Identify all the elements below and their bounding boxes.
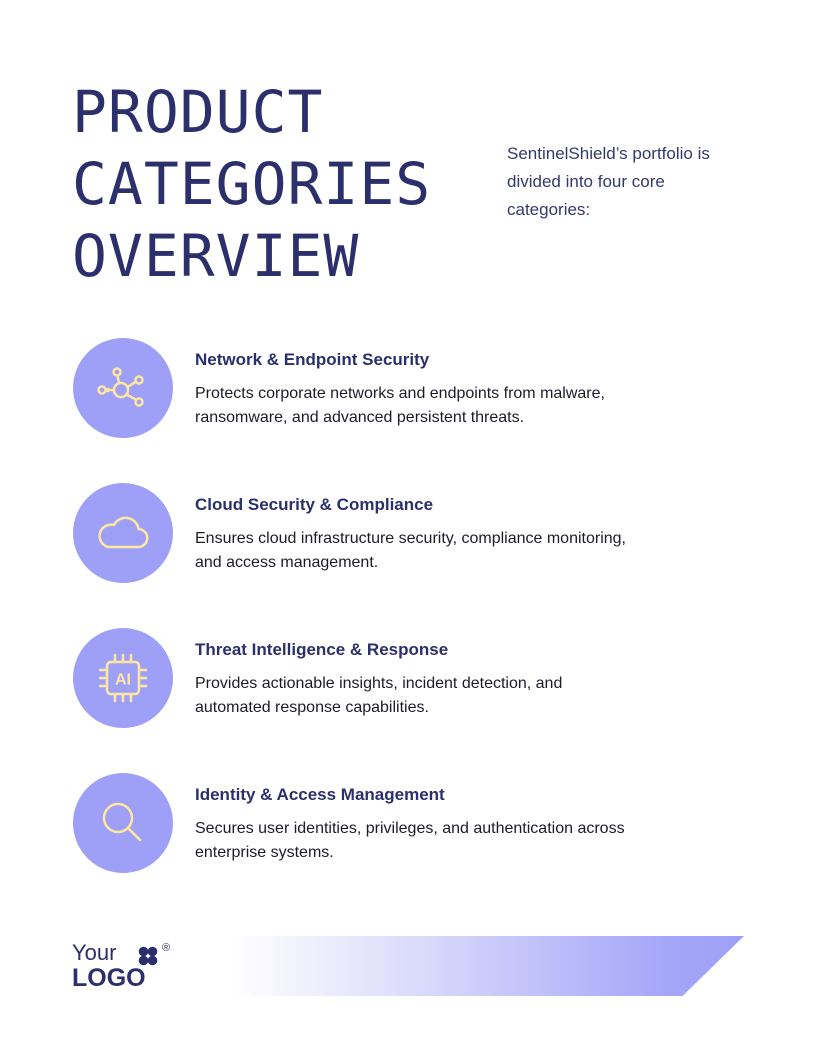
category-icon-circle [73, 628, 173, 728]
category-list [72, 338, 712, 918]
category-item-identity [72, 773, 712, 918]
category-icon-circle [73, 338, 173, 438]
magnifier-icon [91, 791, 155, 855]
category-title: Threat Intelligence & Response [195, 640, 449, 659]
category-item-cloud [72, 483, 712, 628]
category-description: Provides actionable insights, incident detection, and automated response capabilities. [195, 675, 563, 716]
category-title: Cloud Security & Compliance [195, 495, 434, 514]
category-icon-circle [73, 483, 173, 583]
intro-text: SentinelShield’s portfolio is divided into four core categories: [507, 144, 710, 219]
logo-registered-mark: ® [162, 942, 171, 954]
page-title-line-3: OVERVIEW [72, 222, 360, 290]
category-description: Ensures cloud infrastructure security, compliance monitoring, and access management. [195, 530, 626, 571]
category-icon-circle [73, 773, 173, 873]
page-title [72, 76, 431, 292]
logo-text-bottom: LOGO [72, 964, 146, 992]
category-item-network [72, 338, 712, 483]
category-description: Secures user identities, privileges, and authentication across enterprise systems. [195, 820, 625, 861]
ai-chip-label: AI [115, 671, 131, 689]
cloud-icon [91, 501, 155, 565]
footer-gradient-band [232, 936, 744, 996]
category-title: Identity & Access Management [195, 785, 445, 804]
page-title-line-1: PRODUCT [72, 78, 324, 146]
category-description: Protects corporate networks and endpoints from malware, ransomware, and advanced persistent threats. [195, 385, 605, 426]
logo-mark-icon [138, 946, 158, 966]
page-title-line-2: CATEGORIES [72, 150, 432, 218]
category-item-threat [72, 628, 712, 773]
logo-text-top: Your [72, 940, 117, 965]
network-nodes-icon [91, 356, 155, 420]
footer-logo [72, 940, 182, 992]
category-title: Network & Endpoint Security [195, 350, 430, 369]
ai-chip-icon [91, 646, 155, 710]
